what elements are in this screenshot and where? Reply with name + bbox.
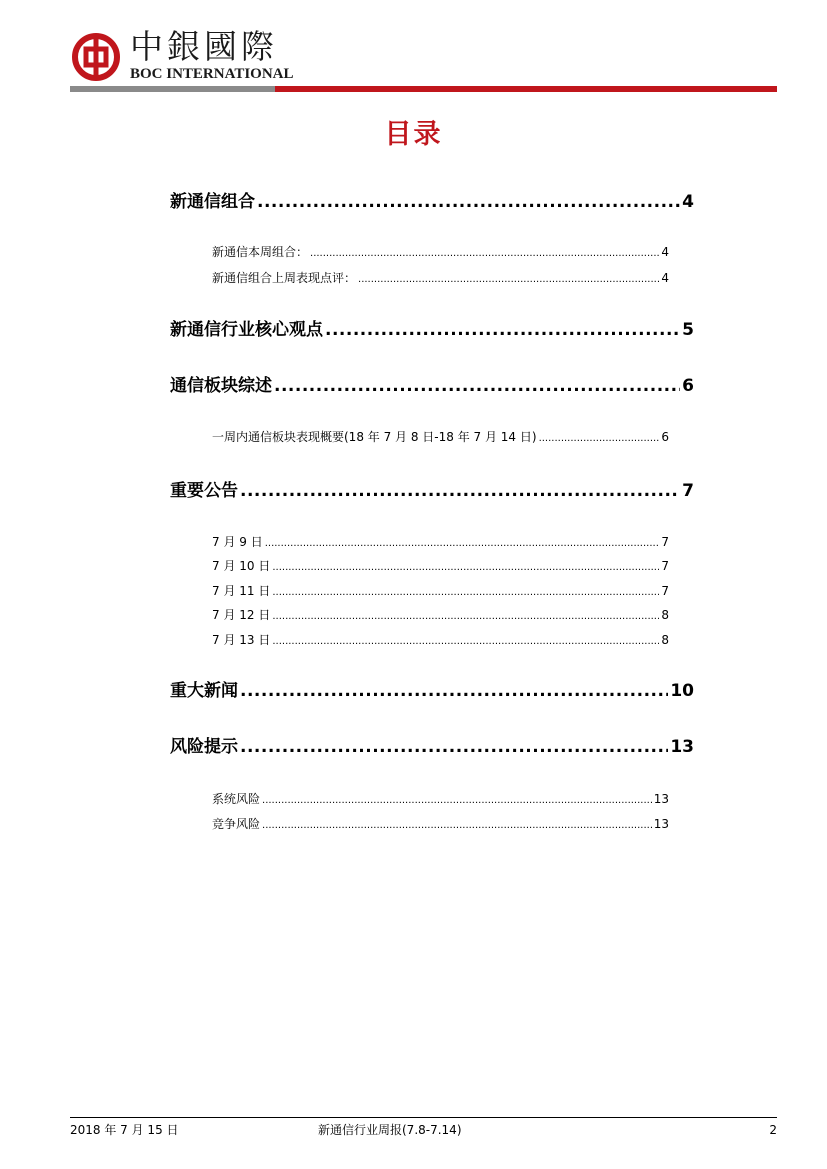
footer-date: 2018 年 7 月 15 日 xyxy=(70,1123,179,1137)
toc-entry-page: 8 xyxy=(661,608,669,622)
toc-entry-page: 7 xyxy=(661,535,669,549)
toc-entry-page: 8 xyxy=(661,633,669,647)
toc-leader-dots xyxy=(272,634,659,650)
toc-leader-dots xyxy=(272,609,659,625)
toc-entry-text: 重要公告 xyxy=(170,481,238,501)
toc-entry-new-comm-portfolio[interactable] xyxy=(170,191,694,213)
toc-entry-jul-13[interactable] xyxy=(212,632,669,650)
toc-entry-page: 4 xyxy=(661,271,669,285)
footer-page-number: 2 xyxy=(769,1123,777,1137)
toc-entry-jul-11[interactable] xyxy=(212,583,669,601)
page-header xyxy=(0,0,827,100)
toc-entry-page: 13 xyxy=(653,792,669,806)
toc-entry-page: 10 xyxy=(670,681,694,701)
toc-leader-dots xyxy=(265,536,660,552)
toc-leader-dots xyxy=(539,431,660,447)
toc-entry-text: 通信板块综述 xyxy=(170,376,272,396)
toc-entry-page: 13 xyxy=(653,817,669,831)
toc-leader-dots xyxy=(358,272,659,288)
toc-leader-dots xyxy=(325,319,680,341)
toc-leader-dots xyxy=(274,375,680,397)
toc-entry-page: 4 xyxy=(682,192,694,212)
toc-entry-text: 7 月 11 日 xyxy=(212,584,271,598)
toc-entry-jul-10[interactable] xyxy=(212,558,669,576)
toc-leader-dots xyxy=(257,191,680,213)
toc-entry-page: 7 xyxy=(682,481,694,501)
toc-leader-dots xyxy=(240,480,680,502)
toc-entry-last-week-review[interactable] xyxy=(212,270,669,288)
toc-entry-text: 7 月 9 日 xyxy=(212,535,263,549)
toc-entry-text: 新通信本周组合： xyxy=(212,245,309,259)
toc-entry-core-views[interactable] xyxy=(170,319,694,341)
toc-entry-page: 6 xyxy=(661,430,669,444)
boc-logo-icon xyxy=(72,33,120,81)
toc-entry-announcements[interactable] xyxy=(170,480,694,502)
toc-leader-dots xyxy=(262,818,652,834)
toc-entry-competition-risk[interactable] xyxy=(212,816,669,834)
toc-entry-page: 7 xyxy=(661,559,669,573)
toc-leader-dots xyxy=(262,793,652,809)
toc-entry-page: 6 xyxy=(682,376,694,396)
toc-leader-dots xyxy=(240,736,668,758)
toc-entry-page: 13 xyxy=(670,737,694,757)
toc-entry-weekly-performance[interactable] xyxy=(212,429,669,447)
toc-leader-dots xyxy=(272,585,659,601)
toc-entry-text: 一周内通信板块表现概要(18 年 7 月 8 日-18 年 7 月 14 日) xyxy=(212,430,537,444)
header-gray-bar xyxy=(70,86,275,92)
toc-entry-jul-9[interactable] xyxy=(212,534,669,552)
toc-entry-text: 新通信组合上周表现点评： xyxy=(212,271,357,285)
logo-english-name: BOC INTERNATIONAL xyxy=(130,66,294,82)
toc-entry-weekly-portfolio[interactable] xyxy=(212,244,669,262)
toc-leader-dots xyxy=(272,560,659,576)
toc-entry-text: 重大新闻 xyxy=(170,681,238,701)
header-red-bar xyxy=(275,86,777,92)
footer-report-title: 新通信行业周报(7.8-7.14) xyxy=(318,1123,462,1137)
toc-entry-text: 竞争风险 xyxy=(212,817,261,831)
toc-leader-dots xyxy=(240,680,668,702)
logo-chinese-name: 中銀國際 xyxy=(130,27,278,66)
toc-entry-risk-warning[interactable] xyxy=(170,736,694,758)
toc-entry-page: 5 xyxy=(682,320,694,340)
toc-entry-text: 7 月 13 日 xyxy=(212,633,271,647)
toc-entry-jul-12[interactable] xyxy=(212,607,669,625)
toc-title: 目录 xyxy=(384,119,443,150)
toc-entry-text: 系统风险 xyxy=(212,792,261,806)
toc-entry-page: 4 xyxy=(661,245,669,259)
toc-entry-text: 新通信组合 xyxy=(170,192,255,212)
toc-entry-text: 新通信行业核心观点 xyxy=(170,320,323,340)
toc-entry-major-news[interactable] xyxy=(170,680,694,702)
toc-entry-systemic-risk[interactable] xyxy=(212,791,669,809)
footer-divider xyxy=(70,1117,777,1118)
toc-entry-sector-overview[interactable] xyxy=(170,375,694,397)
toc-entry-text: 7 月 10 日 xyxy=(212,559,271,573)
toc-entry-text: 风险提示 xyxy=(170,737,238,757)
toc-leader-dots xyxy=(310,246,659,262)
toc-entry-text: 7 月 12 日 xyxy=(212,608,271,622)
toc-entry-page: 7 xyxy=(661,584,669,598)
